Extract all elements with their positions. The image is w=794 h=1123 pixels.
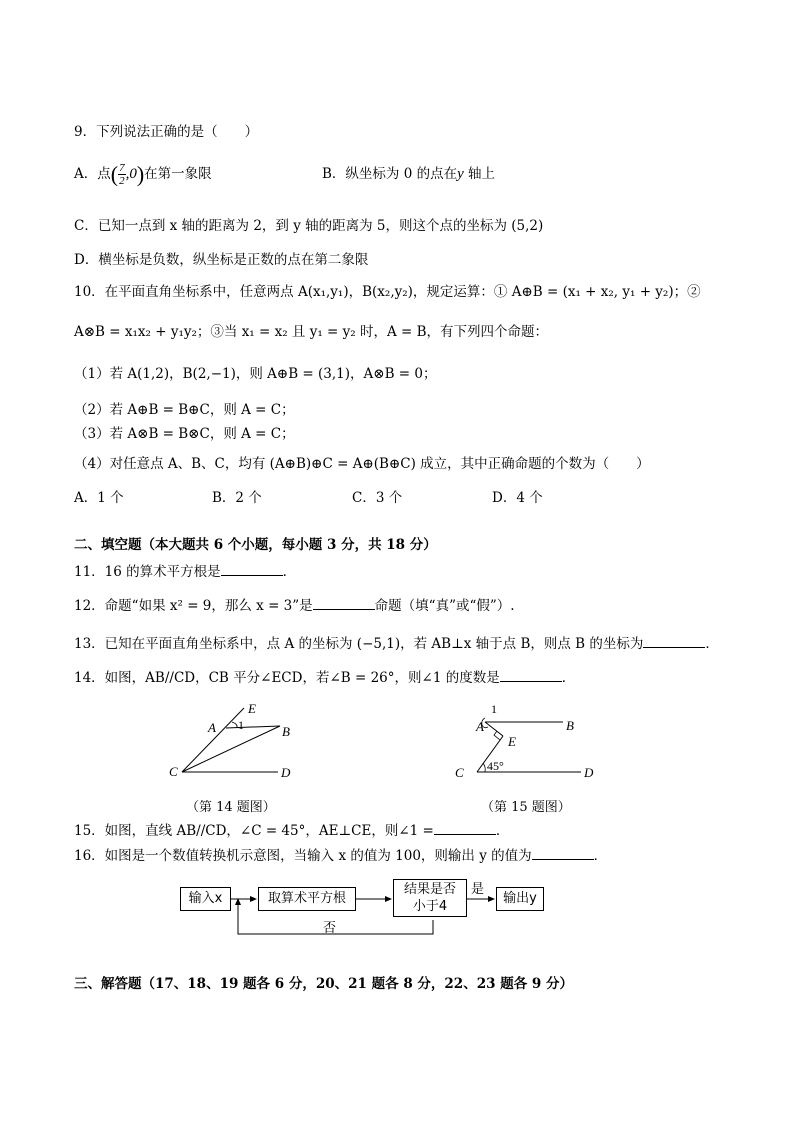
q9-frac-denominator: 2 <box>119 175 125 187</box>
q10-line2: A⊗B = x₁x₂ + y₁y₂；③当 x₁ = x₂ 且 y₁ = y₂ 时，A = B，有下列四个命题： <box>74 324 549 340</box>
fig14-caption: （第 14 题图） <box>186 800 276 815</box>
figure-14 <box>160 698 310 788</box>
fig15-label-d: D <box>584 765 594 780</box>
q10-line1: 10．在平面直角坐标系中，任意两点 A(x₁,y₁)，B(x₂,y₂)，规定运算：① A⊕B = (x₁ + x₂, y₁ + y₂)；② <box>74 284 701 300</box>
q10-option-d: D．4 个 <box>492 490 543 506</box>
fig14-line-ab <box>226 726 280 728</box>
q11 <box>74 561 296 582</box>
fig15-line-ae <box>485 722 503 736</box>
q10-proposition-4: （4）对任意点 A、B、C，均有 (A⊕B)⊕C = A⊕(B⊕C) 成立，其中正确命题的个数为（ ） <box>74 456 650 472</box>
fig14-label-c: C <box>169 764 178 779</box>
q14-text: 14．如图，AB//CD，CB 平分∠ECD，若∠B = 26°，则∠1 的度数是 <box>74 670 500 686</box>
flow-check-line2: 小于4 <box>412 899 448 914</box>
q9-option-a-coord-tail: ,0 <box>125 166 137 182</box>
fig15-label-c: C <box>455 765 464 780</box>
q12-text: 12．命题“如果 x² = 9，那么 x = 3”是 <box>74 598 313 614</box>
q13-text: 13．已知在平面直角坐标系中，点 A 的坐标为 (−5,1)，若 AB⊥x 轴于点 B，则点 B 的坐标为 <box>74 636 644 652</box>
q9-stem: 9．下列说法正确的是（ ） <box>74 124 259 140</box>
section2-title: 二、填空题（本大题共 6 个小题，每小题 3 分，共 18 分） <box>74 537 437 553</box>
fig15-label-45: 45° <box>487 759 504 773</box>
fig14-label-e: E <box>248 701 256 716</box>
flow-arrowhead-2 <box>385 896 392 902</box>
fig14-line-cb <box>182 726 280 772</box>
q9-frac-numerator: 7 <box>119 162 125 174</box>
figure-15 <box>445 700 605 786</box>
q16 <box>74 845 607 866</box>
fig14-angle-1-arc <box>232 722 237 728</box>
q16-text: 16．如图是一个数值转换机示意图，当输入 x 的值为 100，则输出 y 的值为 <box>74 848 532 864</box>
flow-input-box: 输入x <box>180 887 231 911</box>
fig15-angle-c-arc <box>483 763 485 772</box>
q9-option-c: C．已知一点到 x 轴的距离为 2，到 y 轴的距离为 5，则这个点的坐标为 (5,2) <box>74 218 544 234</box>
fig14-label-b: B <box>282 724 290 739</box>
flow-arrowhead-3 <box>488 896 495 902</box>
fig15-label-b: B <box>566 718 574 733</box>
q9-option-b-text: B．纵坐标为 0 的点在 <box>322 166 458 182</box>
q12-answer-blank <box>313 595 375 610</box>
fig14-label-a: A <box>208 720 216 735</box>
q10-option-c: C．3 个 <box>352 490 403 506</box>
flow-sqrt-box: 取算术平方根 <box>258 887 356 911</box>
q15 <box>74 820 509 841</box>
q10-proposition-3: （3）若 A⊗B = B⊗C，则 A = C； <box>74 426 295 442</box>
q13-answer-blank <box>643 633 705 648</box>
fig15-label-a: A <box>476 719 484 734</box>
flow-check-line1: 结果是否 <box>403 882 456 897</box>
q16-end: ． <box>593 848 608 864</box>
fig15-caption: （第 15 题图） <box>481 800 571 815</box>
q9-option-d: D．横坐标是负数，纵坐标是正数的点在第二象限 <box>74 252 369 268</box>
fig14-label-1: 1 <box>238 718 244 732</box>
q10-option-a: A．1 个 <box>74 490 124 506</box>
q10-proposition-1: （1）若 A(1,2)，B(2,−1)，则 A⊕B = (3,1)，A⊗B = 0； <box>74 366 437 382</box>
fig15-label-e: E <box>508 734 516 749</box>
q9-option-a-lparen: ( <box>110 161 119 187</box>
q12 <box>74 595 515 616</box>
q14-end: ． <box>561 670 576 686</box>
q9-option-b-suffix: 轴上 <box>463 166 496 182</box>
q9-option-a <box>74 162 212 187</box>
q9-option-a-prefix: A．点 <box>74 166 111 182</box>
flow-check-box <box>393 879 467 917</box>
q9-option-b-var: y <box>457 166 464 182</box>
flow-no-label: 否 <box>323 921 337 936</box>
q9-option-a-fraction <box>118 162 126 187</box>
q13-end: ． <box>705 636 719 652</box>
q15-answer-blank <box>434 820 496 835</box>
q14 <box>74 667 575 688</box>
q14-answer-blank <box>500 667 562 682</box>
q11-end: ． <box>282 564 297 580</box>
q10-option-b: B．2 个 <box>212 490 262 506</box>
q11-answer-blank <box>221 561 283 576</box>
flow-arrowhead-1 <box>250 896 257 902</box>
q11-text: 11．16 的算术平方根是 <box>74 564 221 580</box>
q10-proposition-2: （2）若 A⊕B = B⊕C，则 A = C； <box>74 402 295 418</box>
flow-yes-label: 是 <box>471 882 485 897</box>
q9-option-b <box>322 164 495 184</box>
section3-title: 三、解答题（17、18、19 题各 6 分，20、21 题各 8 分，22、23 题各 9 分） <box>74 976 573 992</box>
q13 <box>74 633 719 654</box>
q12-end: 命题（填“真”或“假”）. <box>374 598 515 614</box>
fig14-line-ce <box>182 708 244 772</box>
q15-end: ． <box>495 823 510 839</box>
q15-text: 15．如图，直线 AB//CD，∠C = 45°，AE⊥CE，则∠1 = <box>74 823 434 839</box>
fig15-label-1: 1 <box>491 702 497 716</box>
fig14-label-d: D <box>281 765 291 780</box>
q9-option-a-rparen: ) <box>136 161 145 187</box>
q16-answer-blank <box>532 845 594 860</box>
flow-output-box: 输出y <box>496 887 544 911</box>
q9-option-a-suffix: 在第一象限 <box>144 166 212 182</box>
